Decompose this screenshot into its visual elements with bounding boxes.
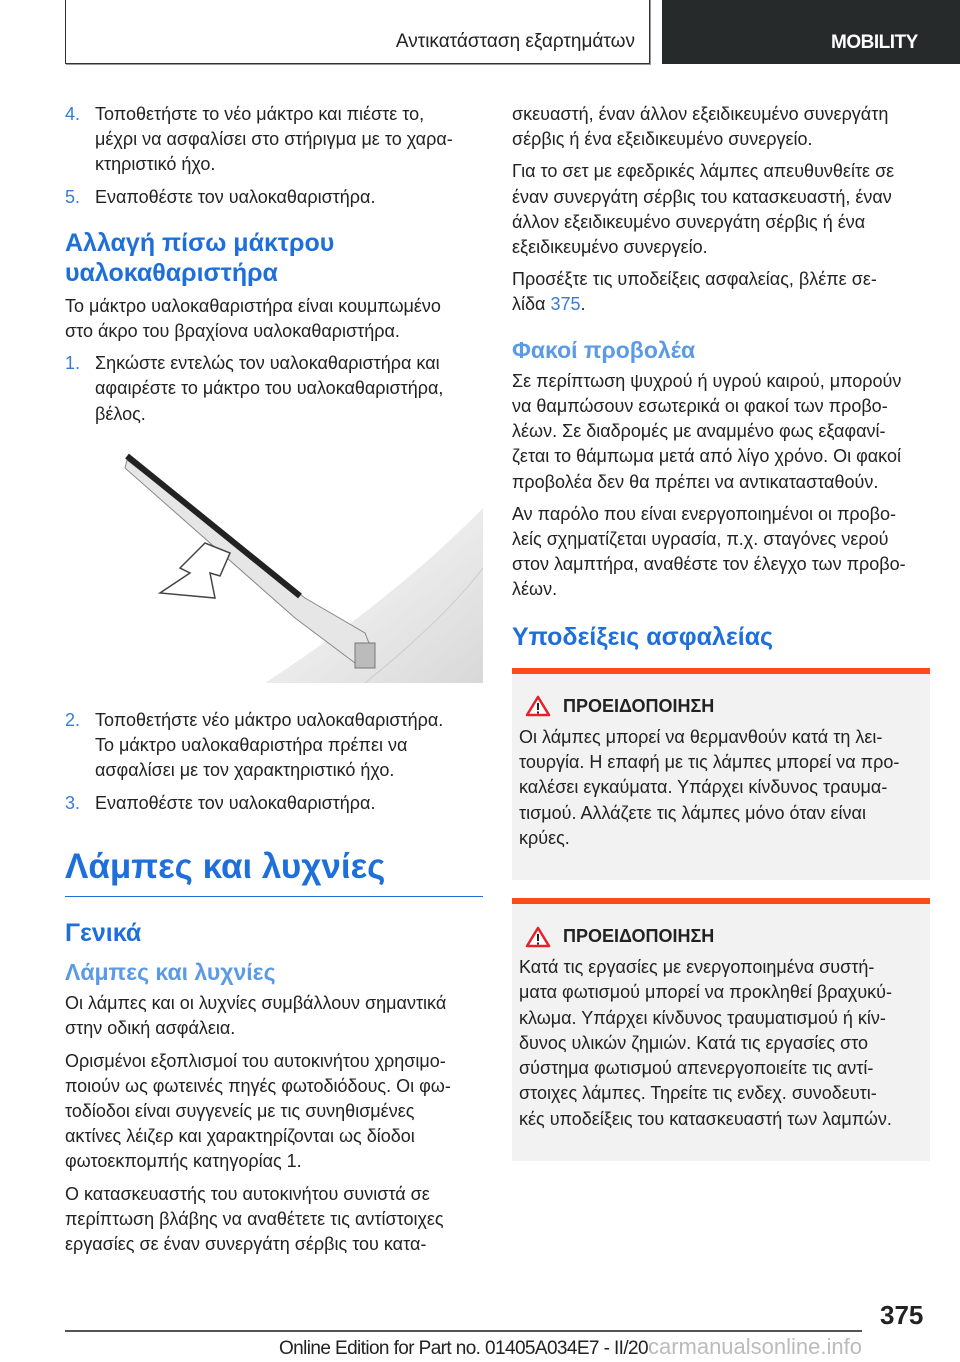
- rear-wiper-heading: Αλλαγή πίσω μάκτρου υαλοκαθαριστήρα: [65, 228, 335, 287]
- step-number: 5.: [65, 186, 81, 207]
- step-number: 4.: [65, 104, 81, 124]
- paragraph: Ο κατασκευαστής του αυτοκινήτου συνιστά σε περίπτωση βλάβης να αναθέτετε τις αντίστοιχες εργασίες σε έναν συνεργάτη σέρβις του κατα-: [65, 1183, 444, 1255]
- wiper-blade-illustration: [65, 448, 483, 683]
- page-number: 375: [880, 1300, 924, 1330]
- arrow-icon: [160, 543, 230, 598]
- paragraph-end: .: [580, 294, 586, 315]
- step-text: Εναποθέστε τον υαλοκαθαριστήρα.: [95, 186, 376, 207]
- step-item: [65, 351, 483, 427]
- left-column: [65, 102, 483, 1264]
- safety-heading: Υποδείξεις ασφαλείας: [512, 622, 774, 651]
- step-item: [65, 708, 483, 784]
- footer-divider: [65, 1330, 862, 1332]
- general-heading: Γενικά: [65, 918, 142, 947]
- right-column: [512, 102, 930, 1161]
- warning-text: Κατά τις εργασίες με ενεργοποιημένα συστή- ματα φωτισμού μπορεί να προκληθεί βραχυκύ- κλωμα. Υπάρχει κίνδυνος τραυματισμού ή κίν- δυνος υλικών ζημιών. Κατά τις εργασίες στο σύστημα φωτισμού απενεργοποιείτε τις αντί- στοιχες λάμπες. Τηρείτε τις ενδεχ. συνοδευτι- κές υποδείξεις του κατασκευαστή των λαμπών.: [519, 957, 893, 1129]
- rear-wiper-intro: Το μάκτρο υαλοκαθαριστήρα είναι κουμπωμένο στο άκρο του βραχίονα υαλοκαθαριστήρα.: [65, 295, 441, 342]
- step-item: [65, 102, 483, 178]
- paragraph: Οι λάμπες και οι λυχνίες συμβάλλουν σημαντικά στην οδική ασφάλεια.: [65, 993, 447, 1039]
- step-text: Εναποθέστε τον υαλοκαθαριστήρα.: [95, 792, 376, 813]
- warning-triangle-icon: [525, 695, 551, 717]
- chapter-tab-label: MOBILITY: [831, 32, 918, 53]
- step-item: [65, 791, 483, 816]
- paragraph: Ορισμένοι εξοπλισμοί του αυτοκινήτου χρησιμο- ποιούν ως φωτεινές πηγές φωτοδιόδους. Οι φω- τοδίοδοι είναι συγγενείς με τις συνηθισμένες ακτίνες λέιζερ και χαρακτηρίζονται ως δίοδοι φωτοεκπομπής κατηγορίας 1.: [65, 1050, 451, 1172]
- step-text: Σηκώστε εντελώς τον υαλοκαθαριστήρα και αφαιρέστε το μάκτρο του υαλοκαθαριστήρα, βέλος.: [95, 353, 444, 424]
- paragraph: [512, 267, 930, 317]
- lamps-subheading: Λάμπες και λυχνίες: [65, 959, 276, 986]
- step-text: Τοποθετήστε νέο μάκτρο υαλοκαθαριστήρα. Το μάκτρο υαλοκαθαριστήρα πρέπει να ασφαλίσει με τον χαρακτηριστικό ήχο.: [95, 710, 444, 781]
- section-title: Αντικατάσταση εξαρτημάτων: [395, 31, 635, 52]
- lens-heading: Φακοί προβολέα: [512, 336, 696, 363]
- step-number: 1.: [65, 353, 81, 374]
- paragraph: Αν παρόλο που είναι ενεργοποιημένοι οι προβο- λείς σχηματίζεται υγρασία, π.χ. σταγόνες νερού στον λαμπτήρα, αναθέστε τον έλεγχο των προβο- λέων.: [512, 503, 906, 600]
- warning-text: Οι λάμπες μπορεί να θερμανθούν κατά τη λει- τουργία. Η επαφή με τις λάμπες μπορεί να προ- καλέσει εγκαύματα. Υπάρχει κίνδυνος τραυμα- τισμού. Αλλάζετε τις λάμπες μόνο όταν είναι κρύες.: [519, 727, 900, 848]
- warning-title: ΠΡΟΕΙΔΟΠΟΙΗΣΗ: [563, 695, 715, 716]
- footer: [279, 1334, 862, 1360]
- paragraph-text: Προσέξτε τις υποδείξεις ασφαλείας, βλέπε σε- λίδα: [512, 269, 877, 315]
- warning-box: [512, 668, 930, 880]
- paragraph: Σε περίπτωση ψυχρού ή υγρού καιρού, μπορούν να θαμπώσουν εσωτερικά οι φακοί των προβο- λέων. Σε διαδρομές με αναμμένο φως εξαφανί- ζεται το θάμπωμα μετά από λίγο χρόνο. Οι φακοί προβολέα δεν θα πρέπει να αντικατασταθούν.: [512, 370, 902, 492]
- chapter-title: Λάμπες και λυχνίες: [65, 846, 483, 897]
- paragraph: σκευαστή, έναν άλλον εξειδικευμένο συνεργάτη σέρβις ή ένα εξειδικευμένο συνεργείο.: [512, 104, 889, 150]
- edition-text: Online Edition for Part no. 01405A034E7 - II/20: [279, 1338, 648, 1359]
- step-number: 2.: [65, 710, 81, 731]
- step-number: 3.: [65, 792, 81, 813]
- warning-box: [512, 898, 930, 1161]
- paragraph: Για το σετ με εφεδρικές λάμπες απευθυνθείτε σε έναν συνεργάτη σέρβις του κατασκευαστή, έναν άλλον εξειδικευμένο συνεργάτη σέρβις ή ένα εξειδικευμένο συνεργείο.: [512, 161, 895, 258]
- chapter-tab[interactable]: [662, 0, 960, 64]
- page-link[interactable]: 375: [550, 294, 581, 315]
- header-section-box: [65, 0, 650, 64]
- watermark: carmanualsonline.info: [647, 1334, 862, 1359]
- step-item: [65, 185, 483, 210]
- warning-triangle-icon: [525, 926, 551, 948]
- step-text: Τοποθετήστε το νέο μάκτρο και πιέστε το, μέχρι να ασφαλίσει στο στήριγμα με το χαρα- κτηριστικό ήχο.: [95, 104, 453, 175]
- warning-title: ΠΡΟΕΙΔΟΠΟΙΗΣΗ: [563, 926, 715, 947]
